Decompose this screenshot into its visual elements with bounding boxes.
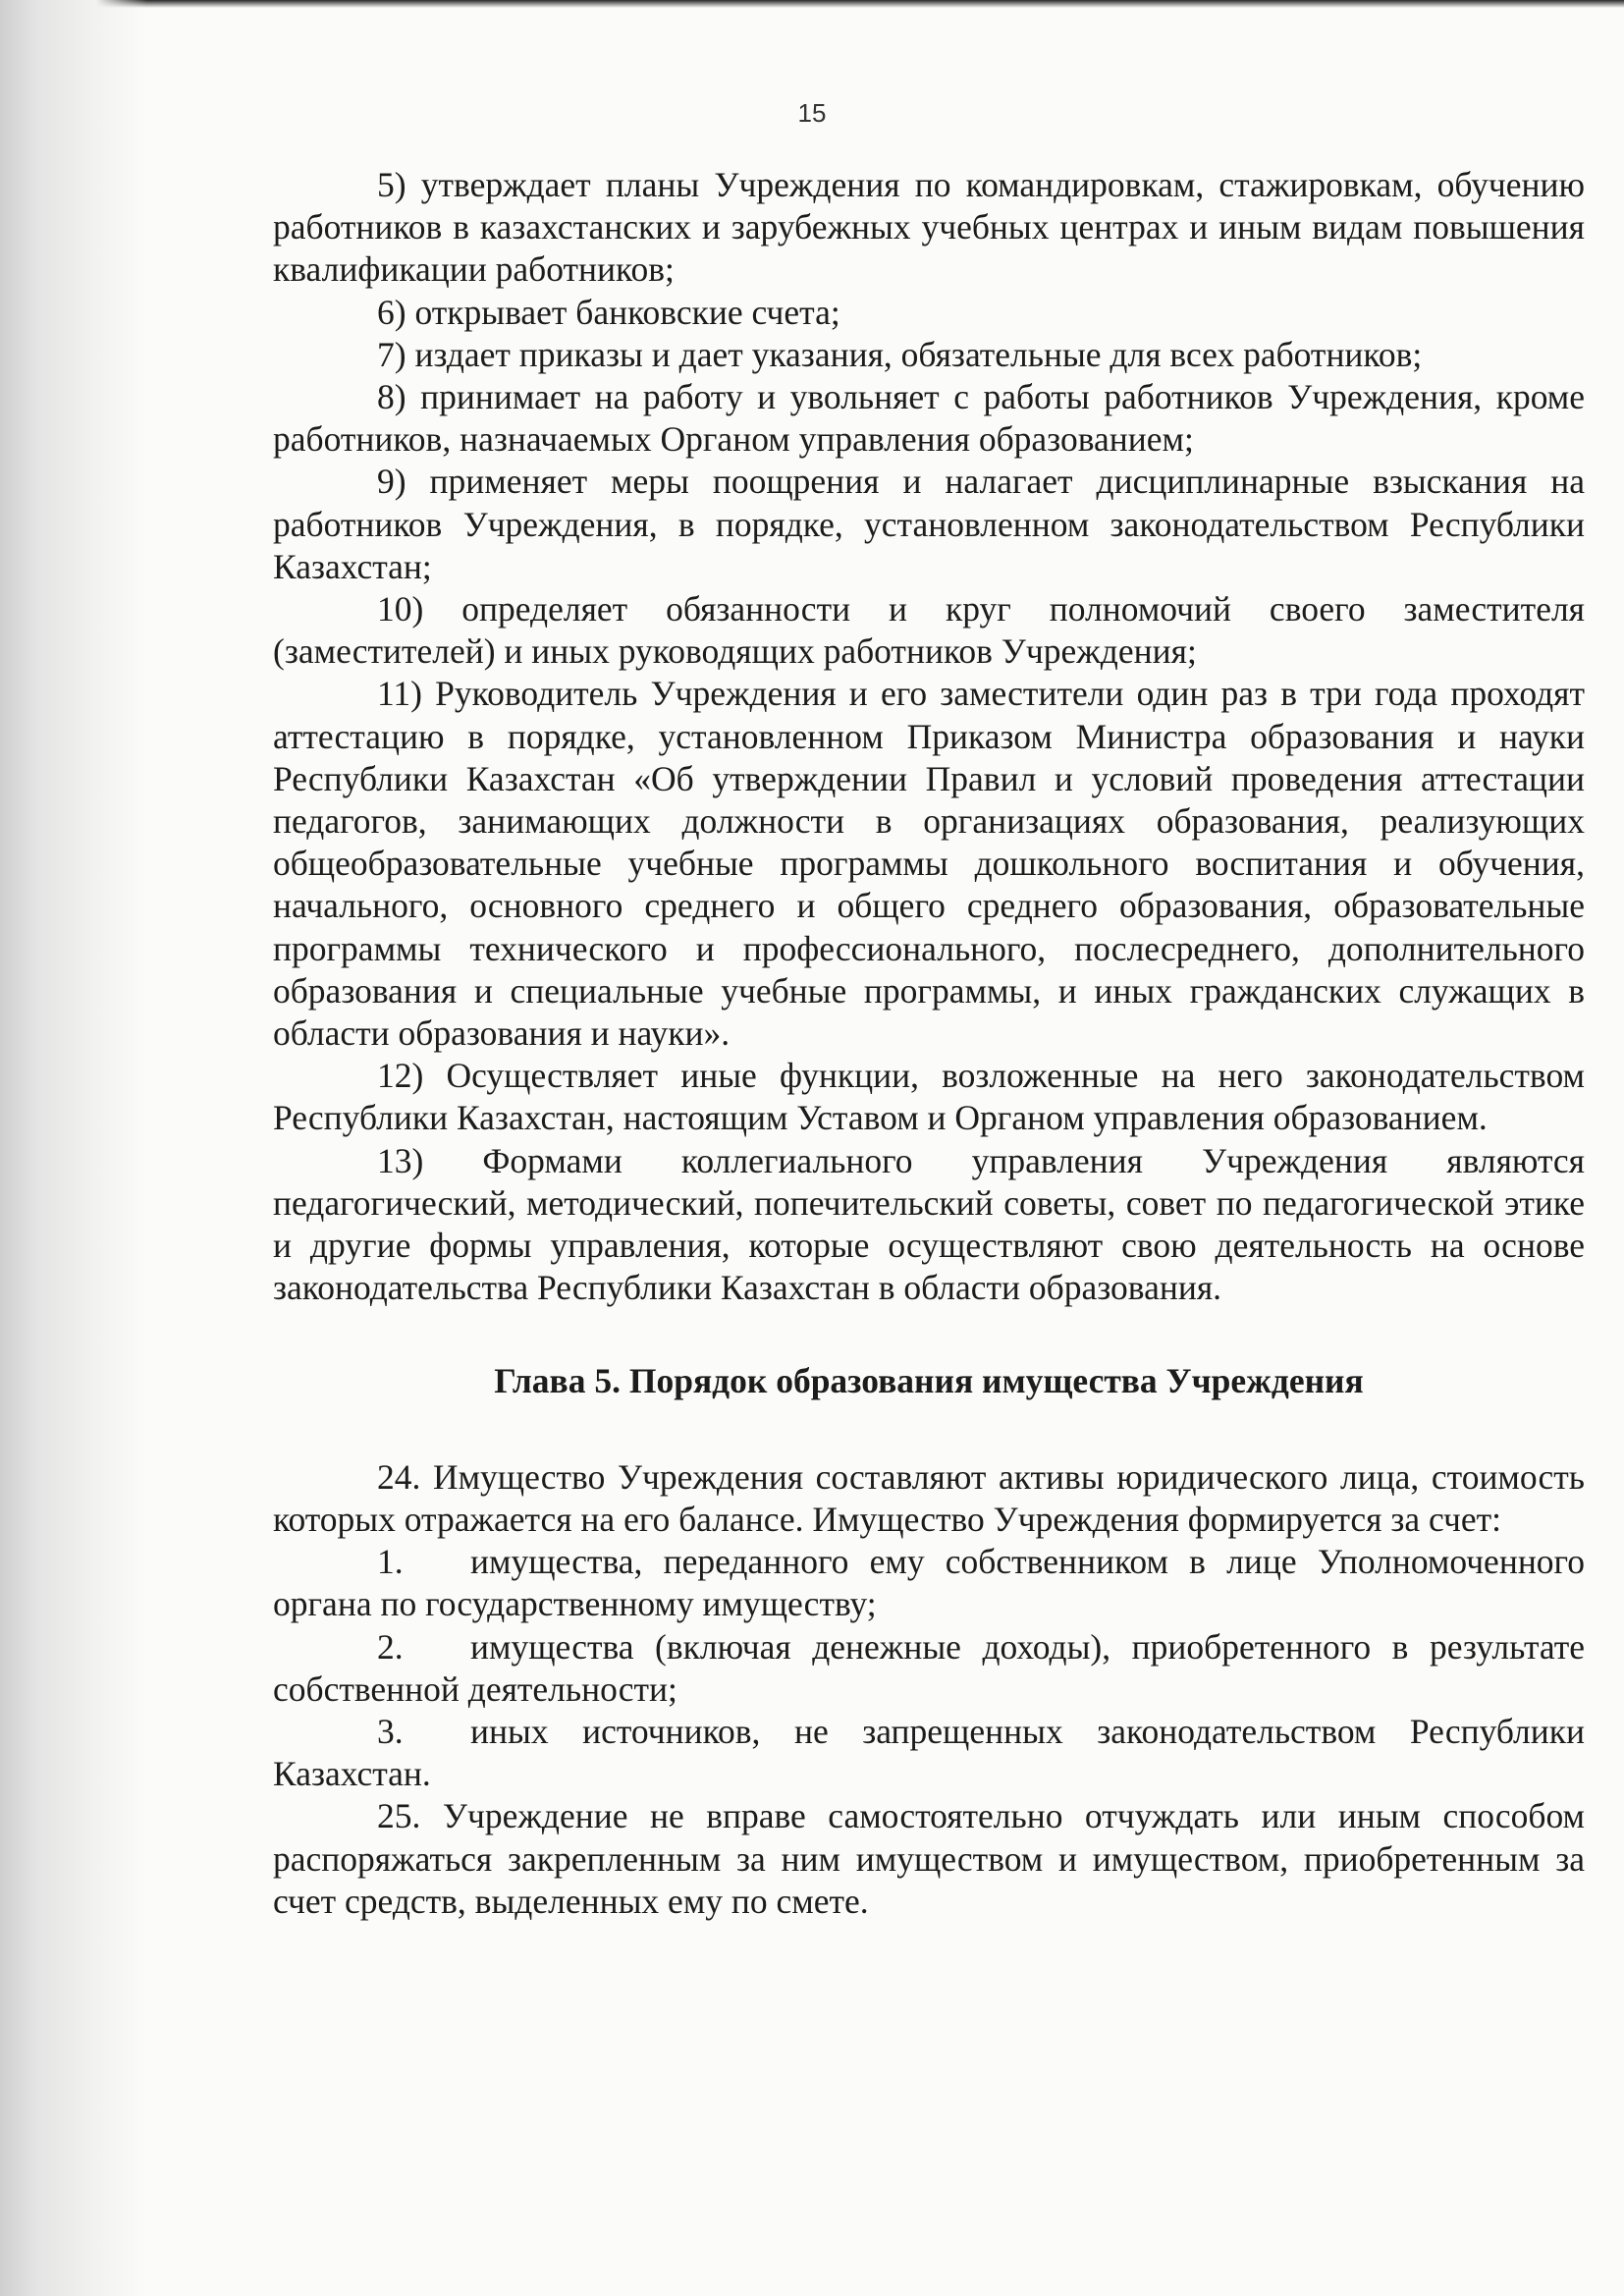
paragraph-item-5: 5) утверждает планы Учреждения по командировкам, стажировкам, обучению работников в казахстанских и зарубежных учебных центрах и иным видам повышения квалификации работников; [273, 165, 1585, 290]
list-text: иных источников, не запрещенных законодательством Республики Казахстан. [273, 1711, 1585, 1794]
list-item [273, 1626, 1585, 1711]
list-text: имущества (включая денежные доходы), приобретенного в результате собственной деятельности; [273, 1626, 1585, 1709]
paragraph-24-intro: 24. Имущество Учреждения составляют активы юридического лица, стоимость которых отражается на его балансе. Имущество Учреждения формируется за счет: [273, 1456, 1585, 1539]
list-item [273, 1711, 1585, 1795]
list-number: 1. [377, 1542, 404, 1582]
paragraph-item-10: 10) определяет обязанности и круг полномочий своего заместителя (заместителей) и иных руководящих работников Учреждения; [273, 589, 1585, 672]
paragraph-item-11: 11) Руководитель Учреждения и его заместители один раз в три года проходят аттестацию в порядке, установленном Приказом Министра образования и науки Республики Казахстан «Об утверждении Правил и условий проведения аттестации педагогов, занимающих должности в организациях образования, реализующих общеобразовательные учебные программы дошкольного воспитания и обучения, начального, основного среднего и общего среднего образования, образовательные программы технического и профессионального, послесреднего, дополнительного образования и специальные учебные программы, и иных гражданских служащих в области образования и науки». [273, 674, 1585, 1054]
paragraph-item-7: 7) издает приказы и дает указания, обязательные для всех работников; [377, 334, 1423, 374]
binding-shadow [0, 0, 147, 2296]
paragraph-25: 25. Учреждение не вправе самостоятельно отчуждать или иным способом распоряжаться закрепленным за ним имуществом и имуществом, приобретенным за счет средств, выделенных ему по смете. [273, 1796, 1585, 1921]
document-body [273, 164, 1585, 1923]
paragraph-item-6: 6) открывает банковские счета; [377, 292, 840, 332]
paragraph-item-12: 12) Осуществляет иные функции, возложенные на него законодательством Республики Казахстан, настоящим Уставом и Органом управления образованием. [273, 1056, 1585, 1138]
paragraph-item-9: 9) применяет меры поощрения и налагает дисциплинарные взыскания на работников Учреждения, в порядке, установленном законодательством Республики Казахстан; [273, 462, 1585, 586]
chapter-heading: Глава 5. Порядок образования имущества Учреждения [494, 1361, 1364, 1401]
page-number: 15 [797, 98, 827, 128]
list-item [273, 1541, 1585, 1625]
list-number: 2. [377, 1626, 404, 1667]
scan-top-edge [0, 0, 1624, 8]
list-text: имущества, переданного ему собственником в лице Уполномоченного органа по государственному имуществу; [273, 1542, 1585, 1624]
spacer [273, 1403, 1585, 1456]
list-number: 3. [377, 1711, 404, 1751]
paragraph-item-13: 13) Формами коллегиального управления Учреждения являются педагогический, методический, попечительский советы, совет по педагогической этике и другие формы управления, которые осуществляют свою деятельность на основе законодательства Республики Казахстан в области образования. [273, 1140, 1585, 1308]
spacer [273, 1309, 1585, 1360]
paragraph-item-8: 8) принимает на работу и увольняет с работы работников Учреждения, кроме работников, назначаемых Органом управления образованием; [273, 377, 1585, 460]
